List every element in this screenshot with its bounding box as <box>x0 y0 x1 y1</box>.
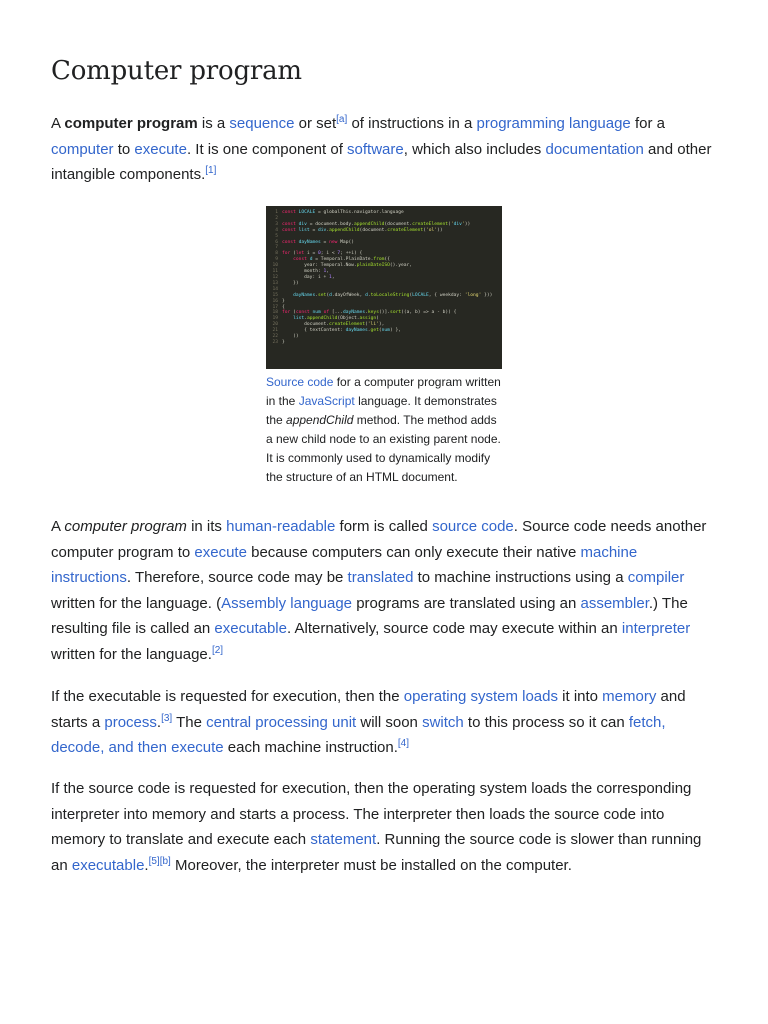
text: form is called <box>335 518 433 535</box>
link-sequence[interactable]: sequence <box>229 115 295 132</box>
link-assembly-language[interactable]: Assembly language <box>221 594 353 612</box>
text: . Alternatively, source code may execute within an <box>286 620 622 638</box>
text: . <box>156 713 162 731</box>
link-statement[interactable]: statement <box>310 831 377 849</box>
link-programming-language[interactable]: programming language <box>476 115 631 132</box>
text: of instructions in a <box>347 115 477 132</box>
code-line: 17 { <box>272 304 285 310</box>
link-machine-instructions[interactable]: machine instructions <box>51 543 638 587</box>
link-memory[interactable]: memory <box>602 688 657 705</box>
paragraph-executable <box>51 684 717 761</box>
link-os-loads[interactable]: operating system loads <box>403 688 558 705</box>
text: programs are translated using an <box>352 594 581 612</box>
text: to machine instructions using a <box>413 569 628 587</box>
code-line: 19 list.appendChild(Object.assign( <box>272 316 379 322</box>
text: because computers can only execute their native <box>246 543 581 561</box>
citation-4-link[interactable]: [4] <box>397 738 410 750</box>
link-source-code[interactable]: Source code <box>266 375 334 389</box>
paragraph-intro <box>51 111 717 188</box>
text: . <box>144 856 149 874</box>
text: , which also includes <box>403 140 546 158</box>
link-process[interactable]: process <box>104 713 157 731</box>
code-line: 7 <box>275 245 278 251</box>
link-cpu[interactable]: central processing unit <box>206 713 357 731</box>
text: . Source code needs another computer program to <box>51 518 707 561</box>
bold-term: computer program <box>64 115 198 132</box>
code-line: 3 const div = document.body.appendChild(document.createElement('div')) <box>275 221 471 227</box>
text: method. The method adds a new child node to an existing parent node. It is commonly used to dynamically modify the structure of an HTML document. <box>266 412 501 484</box>
italic-term: appendChild <box>286 412 354 427</box>
link-documentation[interactable]: documentation <box>545 140 644 158</box>
text: written for the language. <box>51 645 212 663</box>
link-human-readable[interactable]: human-readable <box>226 518 336 535</box>
text: A <box>51 115 65 132</box>
text: each machine instruction. <box>223 739 398 757</box>
code-figure <box>266 206 502 486</box>
text: written for the language. ( <box>51 594 222 612</box>
code-line: 5 <box>275 233 278 239</box>
citation-2-link[interactable]: [2] <box>211 644 224 656</box>
link-execute[interactable]: execute <box>194 543 247 561</box>
link-interpreter[interactable]: interpreter <box>621 620 691 638</box>
paragraph-interpreter <box>51 776 717 878</box>
text: and starts a <box>51 688 686 731</box>
citation-5-b-link[interactable]: [5][b] <box>148 855 171 867</box>
paragraph-source-code <box>51 514 717 668</box>
code-screenshot <box>266 206 502 369</box>
code-line: 8 for (let i = 0; i < 7; ++i) { <box>275 251 363 257</box>
text: The <box>172 713 207 731</box>
link-executable[interactable]: executable <box>71 856 145 874</box>
link-fetch-decode-execute[interactable]: fetch, decode, and then execute <box>51 713 666 757</box>
text: for a <box>630 115 665 132</box>
link-source-code[interactable]: source code <box>432 518 514 535</box>
citation-3-link[interactable]: [3] <box>161 712 173 724</box>
link-javascript[interactable]: JavaScript <box>298 393 355 408</box>
code-line: 15 dayNames.set(d.dayOfWeek, d.toLocaleString(LOCALE, { weekday: 'long' })) <box>272 292 493 298</box>
code-line: 18 for (const num of [...dayNames.keys()].sort((a, b) => a - b)) { <box>272 310 457 316</box>
link-translated[interactable]: translated <box>347 569 414 587</box>
note-a-link[interactable]: [a] <box>336 114 348 125</box>
code-line: 1 const LOCALE = globalThis.navigator.language <box>275 210 404 215</box>
citation-1-link[interactable]: [1] <box>205 165 217 177</box>
code-line: 4 const list = div.appendChild(document.createElement('ol')) <box>275 227 443 233</box>
text: A <box>51 518 65 535</box>
text: If the executable is requested for execution, then the <box>51 688 404 705</box>
text: to <box>113 140 135 158</box>
italic-term: computer program <box>64 518 187 535</box>
code-line: 16 } <box>272 298 285 304</box>
code-line: 21 { textContent: dayNames.get(num) }, <box>272 328 402 334</box>
text: . Therefore, source code may be <box>126 569 348 587</box>
text: . It is one component of <box>186 140 348 158</box>
code-line: 20 document.createElement('li'), <box>272 322 385 328</box>
code-line: 23 } <box>272 339 285 345</box>
link-executable[interactable]: executable <box>214 620 287 638</box>
code-line: 11 month: 1, <box>272 269 330 275</box>
code-line: 22 )) <box>272 334 299 340</box>
code-line: 12 day: i + 1, <box>272 274 335 280</box>
text: for a computer program written in the <box>266 375 501 408</box>
link-computer[interactable]: computer <box>51 140 114 158</box>
text: Moreover, the interpreter must be installed on the computer. <box>170 856 572 874</box>
code-line: 14 <box>272 286 278 292</box>
text: is a <box>197 115 230 132</box>
link-assembler[interactable]: assembler <box>580 594 649 612</box>
code-line: 10 year: Temporal.Now.plainDateISO().year, <box>272 263 413 269</box>
link-execute[interactable]: execute <box>134 140 187 158</box>
text: in its <box>186 518 227 535</box>
code-line: 9 const d = Temporal.PlainDate.from({ <box>275 257 390 263</box>
text: .) The resulting file is called an <box>51 594 688 638</box>
text: If the source code is requested for execution, then the operating system loads the corresponding interpreter into memory and starts a process. The interpreter then loads the source code into memory to translate and execute each <box>51 780 692 849</box>
code-line: 13 }) <box>272 280 299 286</box>
link-software[interactable]: software <box>347 140 404 158</box>
page-title: Computer program <box>51 56 302 86</box>
figure-caption <box>266 373 502 486</box>
link-compiler[interactable]: compiler <box>627 569 685 587</box>
link-switch[interactable]: switch <box>422 713 464 731</box>
text: language. It demonstrates the <box>266 393 497 427</box>
text: . Running the source code is slower than running an <box>51 831 702 874</box>
text: it into <box>557 688 603 705</box>
text: will soon <box>356 713 423 731</box>
code-line: 6 const dayNames = new Map() <box>275 239 354 245</box>
text: or set <box>294 115 337 132</box>
code-line: 2 <box>275 215 278 221</box>
text: to this process so it can <box>463 713 629 731</box>
text: and other intangible components. <box>51 140 712 184</box>
